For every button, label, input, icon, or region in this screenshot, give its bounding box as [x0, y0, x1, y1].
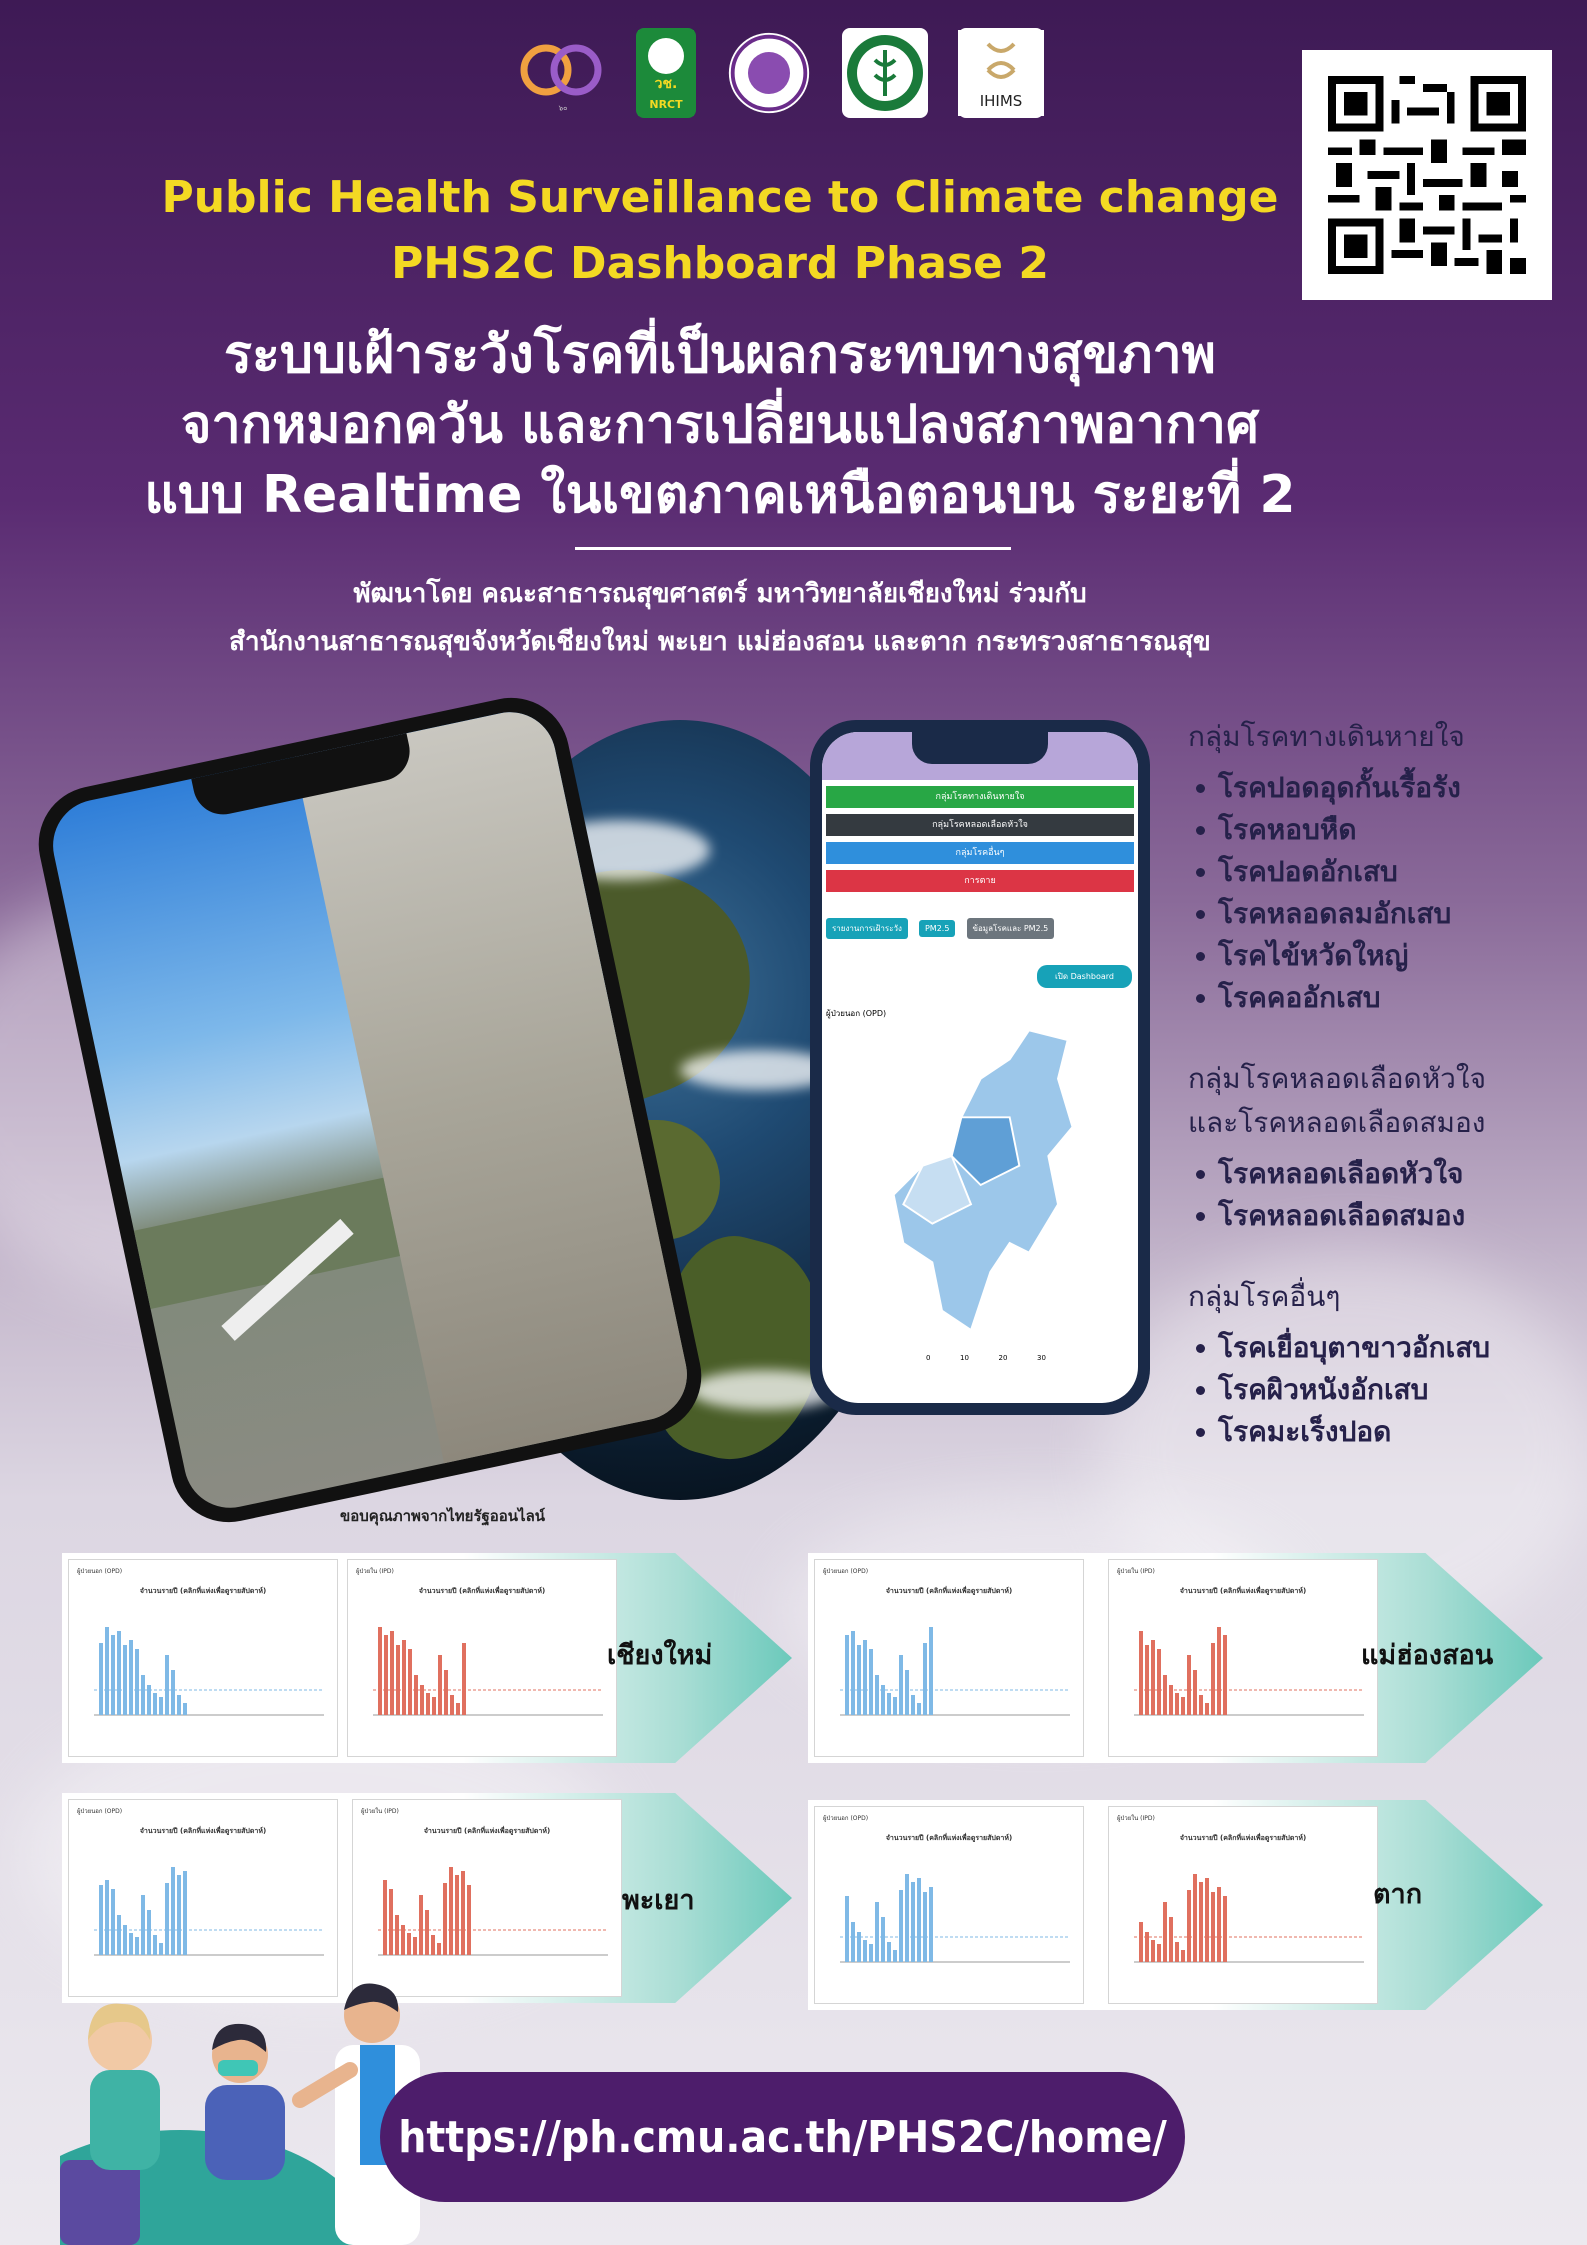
- chart-bar: [1163, 1902, 1167, 1962]
- list-item: โรคผิวหนังอักเสบ: [1188, 1369, 1568, 1411]
- mini-bar-chart: [825, 1857, 1075, 1977]
- chart-bar: [378, 1627, 382, 1715]
- chart-bar: [923, 1643, 927, 1715]
- province-label: ตาก: [1373, 1879, 1423, 1910]
- chart-bar: [171, 1867, 175, 1955]
- dashboard-screen: [822, 732, 1138, 1403]
- chart-bar: [851, 1631, 855, 1715]
- chart-bar: [129, 1933, 133, 1955]
- moph-logo: [842, 28, 928, 118]
- group-other: [1188, 1275, 1568, 1453]
- chart-bar: [384, 1635, 388, 1715]
- chart-bar: [135, 1937, 139, 1955]
- chart-bar: [413, 1937, 417, 1955]
- chart-bar: [887, 1693, 891, 1715]
- ipd-chart-panel: ผู้ป่วยใน (IPD) จำนวนรายปี (คลิกที่แห่งเพื่อดูรายสัปดาห์): [347, 1559, 617, 1757]
- credit-line2: สำนักงานสาธารณสุขจังหวัดเชียงใหม่ พะเยา แม่ฮ่องสอน และตาก กระทรวงสาธารณสุข: [229, 627, 1211, 657]
- opd-map-label: ผู้ป่วยนอก (OPD): [826, 1009, 887, 1018]
- chart-bar: [1211, 1892, 1215, 1962]
- chart-bar: [177, 1875, 181, 1955]
- chart-bar: [443, 1883, 447, 1955]
- credit-text: [0, 570, 1440, 666]
- chart-bar: [117, 1631, 121, 1715]
- chart-bar: [875, 1902, 879, 1962]
- chart-bar: [402, 1640, 406, 1715]
- mini-bar-chart: [79, 1610, 329, 1730]
- chart-bar: [171, 1670, 175, 1715]
- chart-bar: [141, 1675, 145, 1715]
- title-divider: [575, 547, 1011, 550]
- chart-bar: [1205, 1878, 1209, 1962]
- chart-bar: [863, 1940, 867, 1962]
- group-heading: กลุ่มโรคทางเดินหายใจ: [1188, 720, 1465, 753]
- list-item: โรคหอบหืด: [1188, 809, 1568, 851]
- chart-bar: [177, 1695, 181, 1715]
- chart-bar: [893, 1697, 897, 1715]
- chart-bar: [1199, 1882, 1203, 1962]
- chart-bar: [117, 1915, 121, 1955]
- chart-bar: [99, 1643, 103, 1715]
- chart-bar: [408, 1649, 412, 1715]
- mini-bar-chart: [1119, 1857, 1369, 1977]
- chart-bar: [899, 1655, 903, 1715]
- title-english: [0, 165, 1440, 297]
- website-url-banner[interactable]: [380, 2072, 1185, 2202]
- chart-bar: [111, 1889, 115, 1955]
- website-url[interactable]: https://ph.cmu.ac.th/PHS2C/home/: [398, 2111, 1167, 2163]
- chart-bar: [1217, 1887, 1221, 1962]
- chart-bar: [845, 1635, 849, 1715]
- chart-bar: [1181, 1697, 1185, 1715]
- chart-bar: [153, 1693, 157, 1715]
- pm25-pill[interactable]: PM2.5: [919, 920, 955, 937]
- svg-text:๖๐: ๖๐: [558, 104, 568, 112]
- chart-bar: [183, 1871, 187, 1955]
- credit-line1: พัฒนาโดย คณะสาธารณสุขศาสตร์ มหาวิทยาลัยเชียงใหม่ ร่วมกับ: [353, 579, 1087, 609]
- chart-bar: [929, 1627, 933, 1715]
- cmu-public-health-logo: [726, 28, 812, 118]
- photo-credit: ขอบคุณภาพจากไทยรัฐออนไลน์: [340, 1507, 546, 1525]
- province-map: [826, 1020, 1116, 1350]
- chart-bar: [426, 1693, 430, 1715]
- svg-text:IHIMS: IHIMS: [979, 92, 1023, 110]
- chart-bar: [147, 1910, 151, 1955]
- mini-bar-chart: [825, 1610, 1075, 1730]
- chart-bar: [383, 1880, 387, 1955]
- chart-bar: [456, 1703, 460, 1715]
- group-respiratory: [1188, 715, 1568, 1019]
- map-scale: 0 10 20 30: [926, 1354, 1046, 1362]
- chart-bar: [1187, 1890, 1191, 1962]
- chart-bar: [929, 1887, 933, 1962]
- disease-pm25-pill[interactable]: ข้อมูลโรคและ PM2.5: [967, 918, 1055, 939]
- chart-bar: [425, 1910, 429, 1955]
- mini-bar-chart: [363, 1850, 613, 1970]
- list-item: โรคเยื่อบุตาขาวอักเสบ: [1188, 1327, 1568, 1369]
- opd-chart-panel: ผู้ป่วยนอก (OPD) จำนวนรายปี (คลิกที่แห่งเพื่อดูรายสัปดาห์): [814, 1806, 1084, 2004]
- chart-bar: [153, 1935, 157, 1955]
- group-heading: กลุ่มโรคอื่นๆ: [1188, 1280, 1341, 1313]
- chart-bar: [1139, 1922, 1143, 1962]
- chart-bar: [869, 1649, 873, 1715]
- list-item: โรคไข้หวัดใหญ่: [1188, 935, 1568, 977]
- respiratory-group-button[interactable]: กลุ่มโรคทางเดินหายใจ: [826, 786, 1134, 808]
- list-item: โรคคออักเสบ: [1188, 977, 1568, 1019]
- chart-bar: [431, 1935, 435, 1955]
- province-arrow-maehongson: [808, 1553, 1543, 1763]
- chart-bar: [419, 1895, 423, 1955]
- chart-bar: [1151, 1940, 1155, 1962]
- chart-bar: [923, 1892, 927, 1962]
- mini-bar-chart: [1119, 1610, 1369, 1730]
- opd-chart-panel: ผู้ป่วยนอก (OPD) จำนวนรายปี (คลิกที่แห่งเพื่อดูรายสัปดาห์): [68, 1799, 338, 1997]
- chart-bar: [165, 1655, 169, 1715]
- chart-bar: [1175, 1942, 1179, 1962]
- chart-bar: [105, 1627, 109, 1715]
- chart-bar: [437, 1943, 441, 1955]
- opd-chart-panel: ผู้ป่วยนอก (OPD) จำนวนรายปี (คลิกที่แห่งเพื่อดูรายสัปดาห์): [68, 1559, 338, 1757]
- province-arrow-tak: [808, 1800, 1543, 2010]
- list-item: โรคหลอดลมอักเสบ: [1188, 893, 1568, 935]
- chart-bar: [857, 1645, 861, 1715]
- chart-bar: [905, 1874, 909, 1962]
- chart-bar: [1169, 1917, 1173, 1962]
- chart-bar: [863, 1640, 867, 1715]
- chart-bar: [911, 1695, 915, 1715]
- province-label: พะเยา: [622, 1885, 695, 1916]
- mortality-button[interactable]: การตาย: [826, 870, 1134, 892]
- chart-bar: [455, 1875, 459, 1955]
- group-cardiovascular: [1188, 1057, 1568, 1237]
- chart-bar: [449, 1867, 453, 1955]
- chart-bar: [869, 1944, 873, 1962]
- chart-bar: [129, 1640, 133, 1715]
- chart-bar: [390, 1631, 394, 1715]
- title-en-line2: PHS2C Dashboard Phase 2: [391, 238, 1049, 289]
- chart-bar: [1187, 1655, 1191, 1715]
- chart-bar: [467, 1885, 471, 1955]
- chart-bar: [461, 1871, 465, 1955]
- list-item: โรคมะเร็งปอด: [1188, 1411, 1568, 1453]
- chart-bar: [1211, 1643, 1215, 1715]
- group-heading: กลุ่มโรคหลอดเลือดหัวใจ และโรคหลอดเลือดสมอง: [1188, 1062, 1486, 1139]
- ihims-logo: [958, 28, 1044, 118]
- province-arrow-chiangmai: [62, 1553, 792, 1763]
- chart-bar: [1181, 1950, 1185, 1962]
- partner-logos: [520, 28, 1044, 118]
- chart-bar: [1163, 1675, 1167, 1715]
- chart-bar: [899, 1890, 903, 1962]
- report-pill[interactable]: รายงานการเฝ้าระวัง: [826, 918, 908, 939]
- svg-text:NRCT: NRCT: [649, 98, 683, 111]
- chart-bar: [99, 1885, 103, 1955]
- chart-bar: [917, 1878, 921, 1962]
- chart-bar: [389, 1889, 393, 1955]
- chart-bar: [414, 1675, 418, 1715]
- chart-bar: [875, 1675, 879, 1715]
- chart-bar: [1223, 1635, 1227, 1715]
- chart-bar: [1193, 1874, 1197, 1962]
- chart-bar: [1157, 1649, 1161, 1715]
- ipd-chart-panel: ผู้ป่วยใน (IPD) จำนวนรายปี (คลิกที่แห่งเพื่อดูรายสัปดาห์): [352, 1799, 622, 1997]
- list-item: โรคปอดอุดกั้นเรื้อรัง: [1188, 767, 1568, 809]
- open-dashboard-button[interactable]: เปิด Dashboard: [1037, 965, 1132, 988]
- chart-bar: [851, 1922, 855, 1962]
- ipd-chart-panel: ผู้ป่วยใน (IPD) จำนวนรายปี (คลิกที่แห่งเพื่อดูรายสัปดาห์): [1108, 1559, 1378, 1757]
- list-item: โรคหลอดเลือดสมอง: [1188, 1195, 1568, 1237]
- chart-bar: [111, 1635, 115, 1715]
- chart-bar: [911, 1882, 915, 1962]
- chart-bar: [407, 1933, 411, 1955]
- chart-bar: [881, 1917, 885, 1962]
- nrct-logo: [636, 28, 696, 118]
- chart-bar: [905, 1670, 909, 1715]
- cardiovascular-group-button[interactable]: กลุ่มโรคหลอดเลือดหัวใจ: [826, 814, 1134, 836]
- chart-bar: [1223, 1896, 1227, 1962]
- chart-bar: [917, 1703, 921, 1715]
- chart-bar: [159, 1697, 163, 1715]
- chart-bar: [1145, 1645, 1149, 1715]
- chart-bar: [845, 1896, 849, 1962]
- opd-chart-panel: ผู้ป่วยนอก (OPD) จำนวนรายปี (คลิกที่แห่งเพื่อดูรายสัปดาห์): [814, 1559, 1084, 1757]
- chart-bar: [893, 1950, 897, 1962]
- chart-bar: [1157, 1944, 1161, 1962]
- anniversary-logo: [520, 28, 606, 118]
- chart-bar: [1175, 1693, 1179, 1715]
- chart-bar: [395, 1915, 399, 1955]
- chart-bar: [1199, 1695, 1203, 1715]
- province-label: เชียงใหม่: [607, 1640, 713, 1671]
- chart-bar: [135, 1649, 139, 1715]
- other-group-button[interactable]: กลุ่มโรคอื่นๆ: [826, 842, 1134, 864]
- ipd-chart-panel: ผู้ป่วยใน (IPD) จำนวนรายปี (คลิกที่แห่งเพื่อดูรายสัปดาห์): [1108, 1806, 1378, 2004]
- phone-dashboard-mockup: [810, 720, 1150, 1415]
- chart-bar: [141, 1895, 145, 1955]
- province-label: แม่ฮ่องสอน: [1361, 1640, 1494, 1671]
- title-en-line1: Public Health Surveillance to Climate change: [161, 172, 1279, 223]
- title-th-line2: จากหมอกควัน และการเปลี่ยนแปลงสภาพอากาศ: [180, 395, 1260, 455]
- svg-text:วช.: วช.: [654, 76, 678, 92]
- chart-bar: [105, 1880, 109, 1955]
- list-item: โรคหลอดเลือดหัวใจ: [1188, 1153, 1568, 1195]
- chart-bar: [1217, 1627, 1221, 1715]
- chart-bar: [462, 1643, 466, 1715]
- chart-bar: [159, 1943, 163, 1955]
- chart-bar: [183, 1703, 187, 1715]
- chart-bar: [450, 1695, 454, 1715]
- chart-bar: [432, 1697, 436, 1715]
- mini-bar-chart: [79, 1850, 329, 1970]
- chart-bar: [396, 1645, 400, 1715]
- mini-bar-chart: [358, 1610, 608, 1730]
- chart-bar: [438, 1655, 442, 1715]
- chart-bar: [1139, 1631, 1143, 1715]
- chart-bar: [1151, 1640, 1155, 1715]
- disease-groups: [1188, 715, 1568, 1491]
- list-item: โรคปอดอักเสบ: [1188, 851, 1568, 893]
- chart-bar: [444, 1670, 448, 1715]
- chart-bar: [887, 1942, 891, 1962]
- chart-bar: [1205, 1703, 1209, 1715]
- title-thai: [0, 320, 1440, 530]
- chart-bar: [165, 1883, 169, 1955]
- title-th-line1: ระบบเฝ้าระวังโรคที่เป็นผลกระทบทางสุขภาพ: [224, 325, 1216, 385]
- title-th-line3: แบบ Realtime ในเขตภาคเหนือตอนบน ระยะที่ 2: [144, 465, 1296, 525]
- chart-bar: [1193, 1670, 1197, 1715]
- chart-bar: [123, 1645, 127, 1715]
